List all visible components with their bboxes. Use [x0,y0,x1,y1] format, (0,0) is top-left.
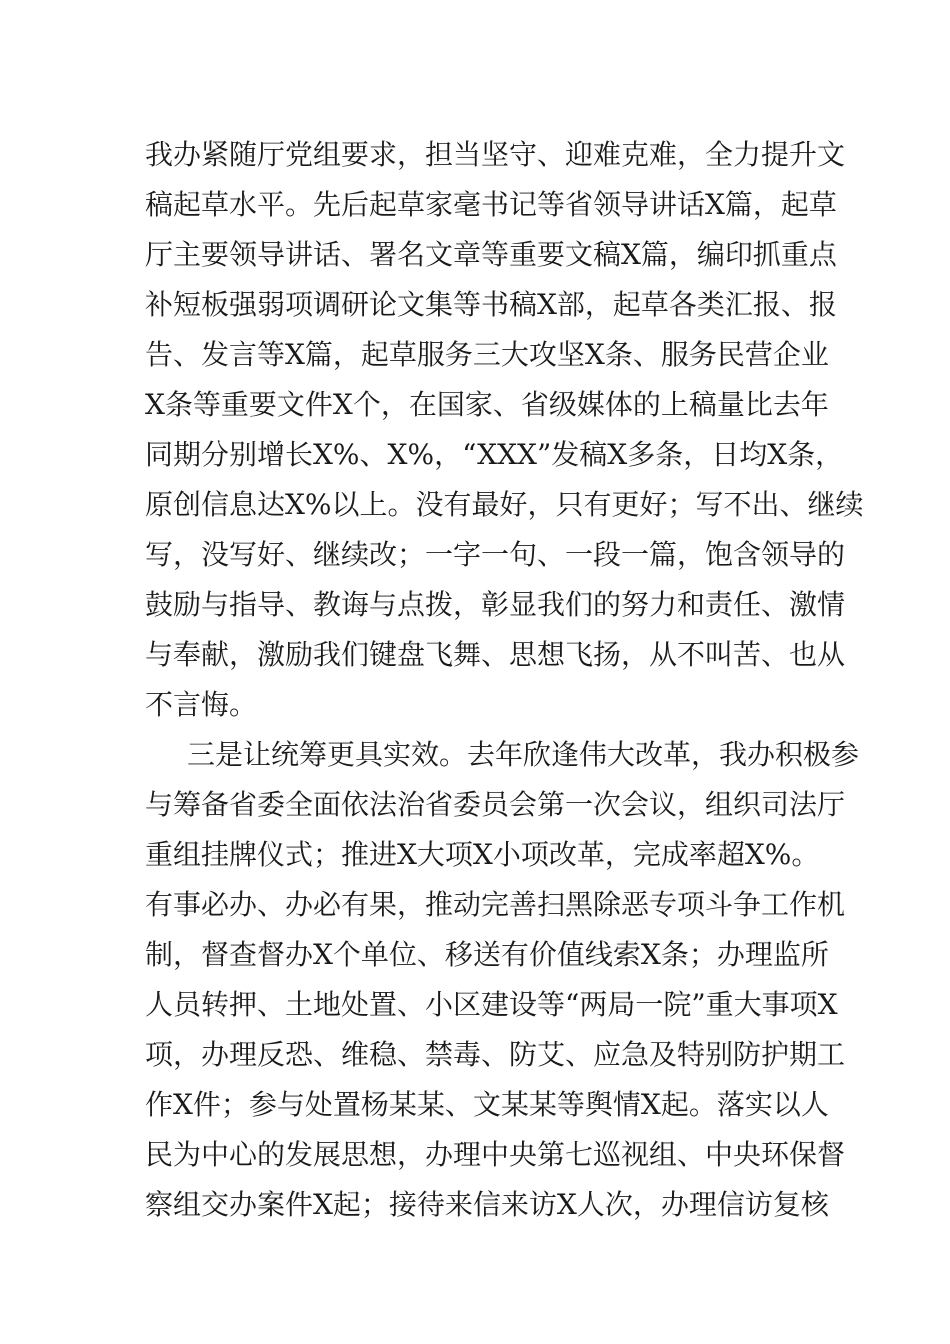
text-line: 作X件；参与处置杨某某、文某某等舆情X起。落实以人 [145,1088,829,1121]
paragraph-2 [145,730,860,1230]
text-line: 写，没写好、继续改；一字一句、一段一篇，饱含领导的 [145,538,846,571]
text-line: 人员转押、土地处置、小区建设等“两局一院”重大事项X [145,988,838,1021]
text-line: 与筹备省委全面依法治省委员会第一次会议，组织司法厅 [145,788,846,821]
text-line: 民为中心的发展思想，办理中央第七巡视组、中央环保督 [145,1138,846,1171]
text-line: 与奉献，激励我们键盘飞舞、思想飞扬，从不叫苦、也从 [145,638,846,671]
text-line: 重组挂牌仪式；推进X大项X小项改革，完成率超X%。 [145,838,820,871]
text-line: 同期分别增长X%、X%，“XXX”发稿X多条，日均X条， [145,438,844,471]
text-line: 补短板强弱项调研论文集等书稿X部，起草各类汇报、报 [145,288,837,321]
text-line: 稿起草水平。先后起草家毫书记等省领导讲话X篇，起草 [145,188,837,221]
text-line: 制，督查督办X个单位、移送有价值线索X条；办理监所 [145,938,829,971]
text-line: 原创信息达X%以上。没有最好，只有更好；写不出、继续 [145,488,864,521]
text-line: 察组交办案件X起；接待来信来访X人次，办理信访复核 [145,1188,829,1221]
text-line: X条等重要文件X个，在国家、省级媒体的上稿量比去年 [145,388,829,421]
document-body [145,130,864,1230]
text-line: 三是让统筹更具实效。去年欣逢伟大改革，我办积极参 [187,738,860,771]
text-line: 鼓励与指导、教诲与点拨，彰显我们的努力和责任、激情 [145,588,846,621]
paragraph-1 [145,130,864,730]
text-line: 告、发言等X篇，起草服务三大攻坚X条、服务民营企业 [145,338,829,371]
text-line: 不言悔。 [145,688,258,721]
text-line: 厅主要领导讲话、署名文章等重要文稿X篇，编印抓重点 [145,238,837,271]
text-line: 我办紧随厅党组要求，担当坚守、迎难克难，全力提升文 [145,138,846,171]
text-line: 项，办理反恐、维稳、禁毒、防艾、应急及特别防护期工 [145,1038,846,1071]
text-line: 有事必办、办必有果，推动完善扫黑除恶专项斗争工作机 [145,888,846,921]
